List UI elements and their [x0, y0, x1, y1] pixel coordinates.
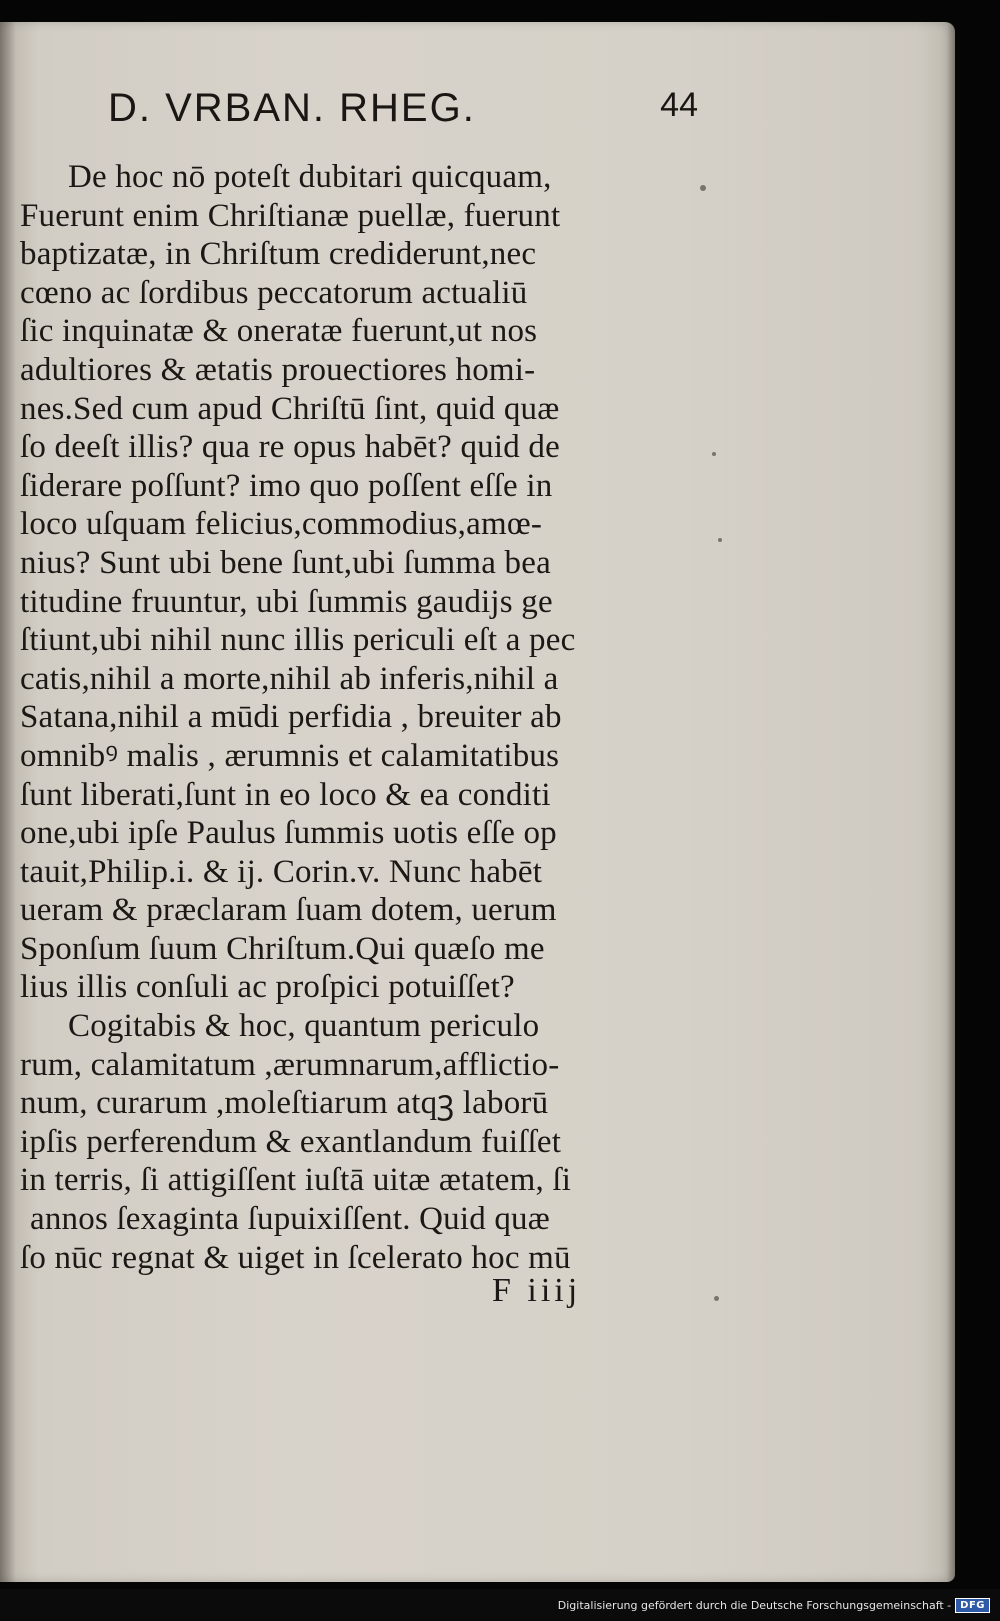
text-line: num, curarum ,moleſtiarum atqꝫ laborū: [20, 1085, 549, 1122]
text-line: adultiores & ætatis prouectiores homi-: [20, 351, 536, 388]
page-header: [108, 86, 698, 146]
text-line: ſtiunt,ubi nihil nunc illis periculi eſt a pec: [20, 622, 576, 659]
text-line: rum, calamitatum ,ærumnarum,afflictio-: [20, 1046, 560, 1083]
text-line: Satana,nihil a mūdi perfidia , breuiter ab: [20, 699, 562, 736]
text-line: Sponſum ſuum Chriſtum.Qui quæſo me: [20, 930, 545, 967]
text-line: baptizatæ, in Chriſtum crediderunt,nec: [20, 236, 537, 273]
text-line: nes.Sed cum apud Chriſtū ſint, quid quæ: [20, 390, 560, 427]
text-line: one,ubi ipſe Paulus ſummis uotis eſſe op: [20, 815, 557, 852]
text-line: cœno ac ſordibus peccatorum actualiū: [20, 274, 528, 311]
ink-speck: [700, 185, 706, 191]
text-line: in terris, ſi attigiſſent iuſtā uitæ ætatem, ſi: [20, 1162, 572, 1199]
text-line: omnibꝰ malis , ærumnis et calamitatibus: [20, 737, 560, 774]
binding-shadow: [0, 22, 16, 1582]
text-line: ipſis perferendum & exantlandum fuiſſet: [20, 1123, 562, 1160]
page-edge: [947, 22, 955, 1582]
text-line: Fuerunt enim Chriſtianæ puellæ, fuerunt: [20, 197, 561, 234]
text-line: nius? Sunt ubi bene ſunt,ubi ſumma bea: [20, 544, 551, 581]
text-line: Cogitabis & hoc, quantum periculo: [68, 1008, 540, 1045]
ink-speck: [714, 1296, 719, 1301]
text-line: ſiderare poſſunt? imo quo poſſent eſſe in: [20, 467, 553, 504]
text-line: lius illis conſuli ac proſpici potuiſſet?: [20, 969, 515, 1006]
dfg-logo: DFG: [955, 1598, 990, 1613]
body-text: [20, 158, 700, 1277]
text-line: ſo nūc regnat & uiget in ſcelerato hoc mū: [20, 1239, 571, 1276]
text-line: annos ſexaginta ſupuixiſſent. Quid quæ: [30, 1201, 550, 1238]
digitization-credit: [558, 1598, 990, 1613]
signature-mark: F iiij: [492, 1272, 582, 1309]
text-line: titudine fruuntur, ubi ſummis gaudijs ge: [20, 583, 553, 620]
text-line: ſunt liberati,ſunt in eo loco & ea conditi: [20, 776, 551, 813]
text-line: tauit,Philip.i. & ij. Corin.v. Nunc habēt: [20, 853, 543, 890]
text-line: loco uſquam felicius,commodius,amœ-: [20, 506, 543, 543]
running-head: D. VRBAN. RHEG.: [108, 86, 476, 130]
text-line: ueram & præclaram ſuam dotem, uerum: [20, 892, 557, 929]
credit-text: Digitalisierung gefördert durch die Deutsche Forschungsgemeinschaft -: [557, 1599, 952, 1612]
ink-speck: [718, 538, 722, 542]
footer-band: [0, 1589, 1000, 1621]
page-number: 44: [660, 86, 698, 124]
text-line: catis,nihil a morte,nihil ab inferis,nihil a: [20, 660, 559, 697]
text-line: ſic inquinatæ & oneratæ fuerunt,ut nos: [20, 313, 538, 350]
ink-speck: [712, 452, 716, 456]
text-line: De hoc nō poteſt dubitari quicquam,: [68, 159, 552, 195]
text-line: ſo deeſt illis? qua re opus habēt? quid de: [20, 429, 560, 466]
